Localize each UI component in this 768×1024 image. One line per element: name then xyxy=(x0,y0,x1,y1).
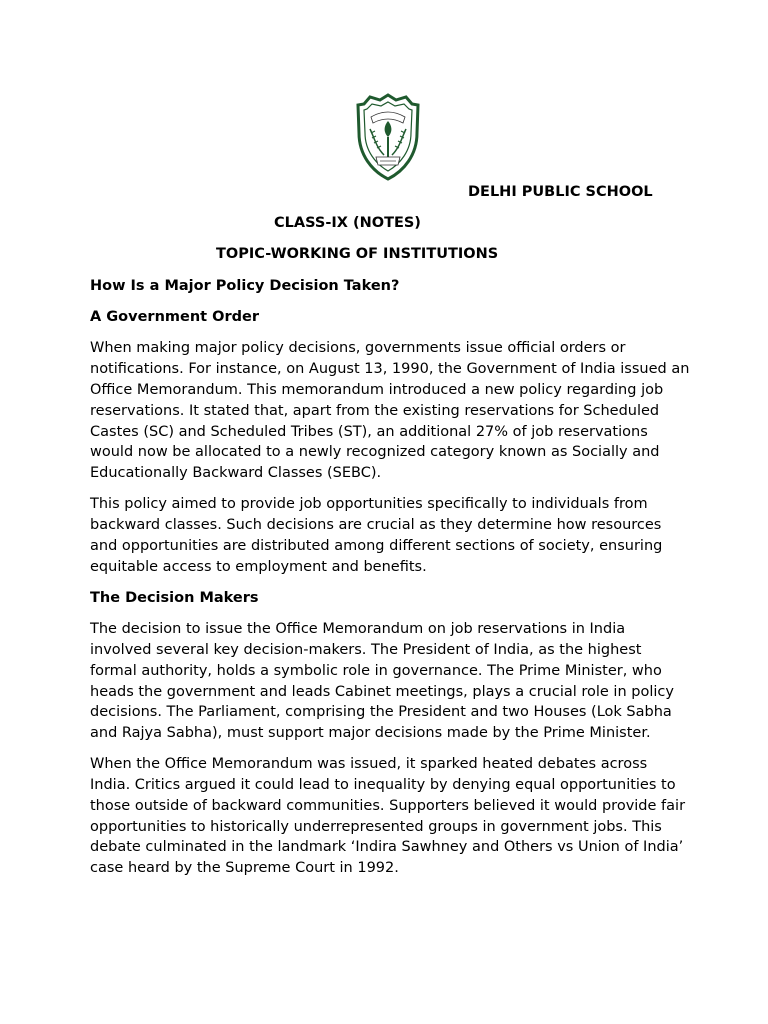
document-body xyxy=(90,276,690,889)
paragraph: When making major policy decisions, governments issue official orders or notifications. For instance, on August 13, 1990, the Government of India issued an Office Memorandum. This memorandum introduced a new policy regarding job reservations. It stated that, apart from the existing reservations for Scheduled Castes (SC) and Scheduled Tribes (ST), an additional 27% of job reservations would now be allocated to a newly recognized category known as Socially and Educationally Backward Classes (SEBC). xyxy=(90,340,690,482)
school-name: DELHI PUBLIC SCHOOL xyxy=(468,184,653,200)
section-heading: The Decision Makers xyxy=(90,589,259,606)
paragraph: This policy aimed to provide job opportunities specifically to individuals from backward classes. Such decisions are crucial as they determine how resources and opportunities are distributed among different sections of society, ensuring equitable access to employment and benefits. xyxy=(90,496,663,575)
class-label: CLASS-IX (NOTES) xyxy=(274,215,421,231)
paragraph: The decision to issue the Office Memorandum on job reservations in India involved several key decision-makers. The President of India, as the highest formal authority, holds a symbolic role in governance. The Prime Minister, who heads the government and leads Cabinet meetings, plays a crucial role in policy decisions. The Parliament, comprising the President and two Houses (Lok Sabha and Rajya Sabha), must support major decisions made by the Prime Minister. xyxy=(90,621,674,742)
section-heading: How Is a Major Policy Decision Taken? xyxy=(90,278,400,294)
school-crest-icon xyxy=(354,93,422,181)
topic-title: TOPIC-WORKING OF INSTITUTIONS xyxy=(216,246,499,262)
section-heading: A Government Order xyxy=(90,309,259,326)
paragraph: When the Office Memorandum was issued, it sparked heated debates across India. Critics argued it could lead to inequality by denying equal opportunities to those outside of backward communities. Supporters believed it would provide fair opportunities to historically underrepresented groups in government jobs. This debate culminated in the landmark ‘Indira Sawhney and Others vs Union of India’ case heard by the Supreme Court in 1992. xyxy=(90,756,686,877)
